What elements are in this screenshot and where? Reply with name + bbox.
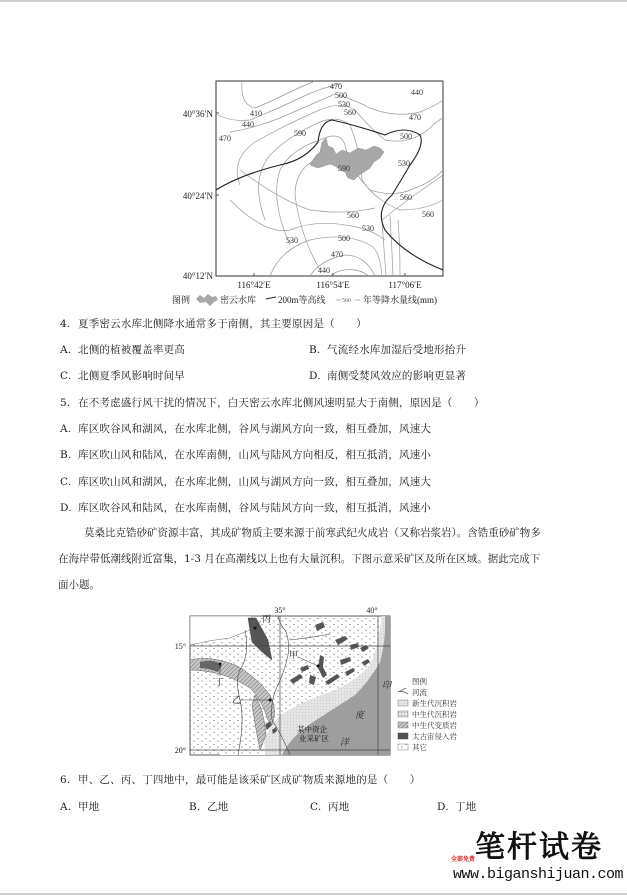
svg-text:470: 470 — [219, 134, 231, 143]
svg-text:500: 500 — [400, 132, 412, 141]
svg-text:560: 560 — [347, 211, 359, 220]
svg-text:中生代变质岩: 中生代变质岩 — [412, 721, 457, 730]
question-5-stem: 5. 在不考虑盛行风干扰的情况下，白天密云水库北侧风速明显大于南侧，原因是（ ） — [60, 397, 485, 409]
question-6-option-d[interactable]: D. 丁地 — [437, 801, 477, 813]
svg-text:业采矿区: 业采矿区 — [299, 734, 329, 743]
svg-text:40°: 40° — [366, 606, 378, 615]
svg-text:15°: 15° — [174, 642, 186, 651]
svg-text:中生代沉积岩: 中生代沉积岩 — [412, 710, 457, 719]
svg-text:410: 410 — [250, 109, 262, 118]
svg-text:其它: 其它 — [412, 743, 427, 752]
lon-label: 116°42′E — [237, 280, 271, 290]
question-4-option-b[interactable]: B. 气流经水库加湿后受地形抬升 — [309, 344, 467, 356]
svg-text:470: 470 — [331, 250, 343, 259]
question-4-option-c[interactable]: C. 北侧夏季风影响时间早 — [60, 370, 185, 382]
passage-line-3: 面小题。 — [58, 579, 100, 591]
svg-text:530: 530 — [286, 236, 298, 245]
svg-text:560: 560 — [422, 210, 434, 219]
svg-text:年等降水量线(mm): 年等降水量线(mm) — [363, 295, 437, 305]
svg-text:470: 470 — [409, 113, 421, 122]
watermark-title: 笔杆试卷 — [475, 830, 603, 865]
question-4-stem: 4. 夏季密云水库北侧降水通常多于南侧，其主要原因是（ ） — [60, 318, 367, 330]
question-5-option-d[interactable]: D. 库区吹谷风和陆风，在水库南侧，谷风与陆风方向一致，相互抵消，风速小 — [60, 502, 432, 514]
svg-text:530: 530 — [362, 224, 374, 233]
svg-text:密云水库: 密云水库 — [220, 295, 257, 305]
svg-text:印: 印 — [382, 680, 392, 690]
place-label-bing: 丙 — [262, 614, 272, 624]
svg-text:440: 440 — [242, 120, 254, 129]
svg-text:440: 440 — [318, 266, 330, 275]
question-6-option-a[interactable]: A. 甲地 — [60, 801, 100, 813]
svg-text:图例: 图例 — [412, 677, 427, 686]
svg-text:470: 470 — [330, 82, 342, 91]
svg-text:某中资企: 某中资企 — [297, 725, 327, 734]
svg-text:530: 530 — [398, 159, 410, 168]
lon-label: 116°54′E — [316, 280, 350, 290]
svg-text:35°: 35° — [274, 606, 286, 615]
passage-line-2: 在海岸带低潮线附近富集，1-3 月在高潮线以上也有大量沉积。下图示意采矿区及所在区域。据此完成下 — [58, 553, 541, 565]
question-6-option-c[interactable]: C. 丙地 — [310, 801, 350, 813]
svg-text:图例: 图例 — [172, 295, 191, 305]
question-6-stem: 6. 甲、乙、丙、丁四地中，最可能是该采矿区成矿物质来源地的是（ ） — [60, 774, 421, 786]
watermark-logo — [445, 830, 624, 890]
svg-text:560: 560 — [400, 193, 412, 202]
figure-miyun-isohyet-map — [170, 70, 460, 310]
passage — [60, 520, 570, 598]
svg-text:20°: 20° — [174, 746, 186, 755]
lon-label: 117°06′E — [388, 280, 422, 290]
question-5-option-b[interactable]: B. 库区吹山风和陆风，在水库南侧，山风与陆风方向相反，相互抵消，风速小 — [60, 449, 432, 461]
svg-text:度: 度 — [355, 710, 365, 720]
watermark-badge: 全部免费 — [451, 856, 476, 863]
svg-text:洋: 洋 — [340, 737, 350, 747]
svg-text:590: 590 — [338, 164, 350, 173]
lat-label: 40°24′N — [182, 191, 213, 201]
question-6-option-b[interactable]: B. 乙地 — [189, 801, 229, 813]
question-5-option-a[interactable]: A. 库区吹谷风和湖风，在水库北侧，谷风与湖风方向一致，相互叠加，风速大 — [60, 423, 432, 435]
question-4-option-a[interactable]: A. 北侧的植被覆盖率更高 — [60, 344, 185, 356]
passage-line-1: 莫桑比克锆砂矿资源丰富，其成矿物质主要来源于前寒武纪火成岩（又称岩浆岩）。含锆重砂矿物多 — [84, 527, 541, 539]
svg-text:200m等高线: 200m等高线 — [278, 295, 326, 305]
question-4-option-d[interactable]: D. 南侧受焚风效应的影响更显著 — [309, 370, 467, 382]
svg-text:河流: 河流 — [412, 688, 427, 697]
svg-text:530: 530 — [338, 100, 350, 109]
place-label-ding: 丁 — [215, 677, 225, 687]
question-5-option-c[interactable]: C. 库区吹山风和湖风，在水库北侧，山风与湖风方向一致，相互叠加，风速大 — [60, 476, 432, 488]
page-top-border — [0, 0, 627, 2]
svg-text:新生代沉积岩: 新生代沉积岩 — [412, 699, 457, 708]
watermark-url: www.biganshijuan.com — [453, 866, 624, 883]
figure-mozambique-geology-map — [160, 600, 470, 760]
place-label-yi: 乙 — [232, 695, 242, 705]
svg-text:500: 500 — [335, 91, 347, 100]
svg-text:560: 560 — [342, 298, 351, 304]
place-label-jia: 甲 — [289, 650, 299, 660]
lat-label: 40°36′N — [182, 109, 213, 119]
svg-text:500: 500 — [338, 234, 350, 243]
svg-text:440: 440 — [411, 88, 423, 97]
lat-label: 40°12′N — [182, 271, 213, 281]
svg-text:590: 590 — [294, 129, 306, 138]
svg-text:560: 560 — [344, 108, 356, 117]
svg-text:太古宙侵入岩: 太古宙侵入岩 — [412, 732, 457, 741]
